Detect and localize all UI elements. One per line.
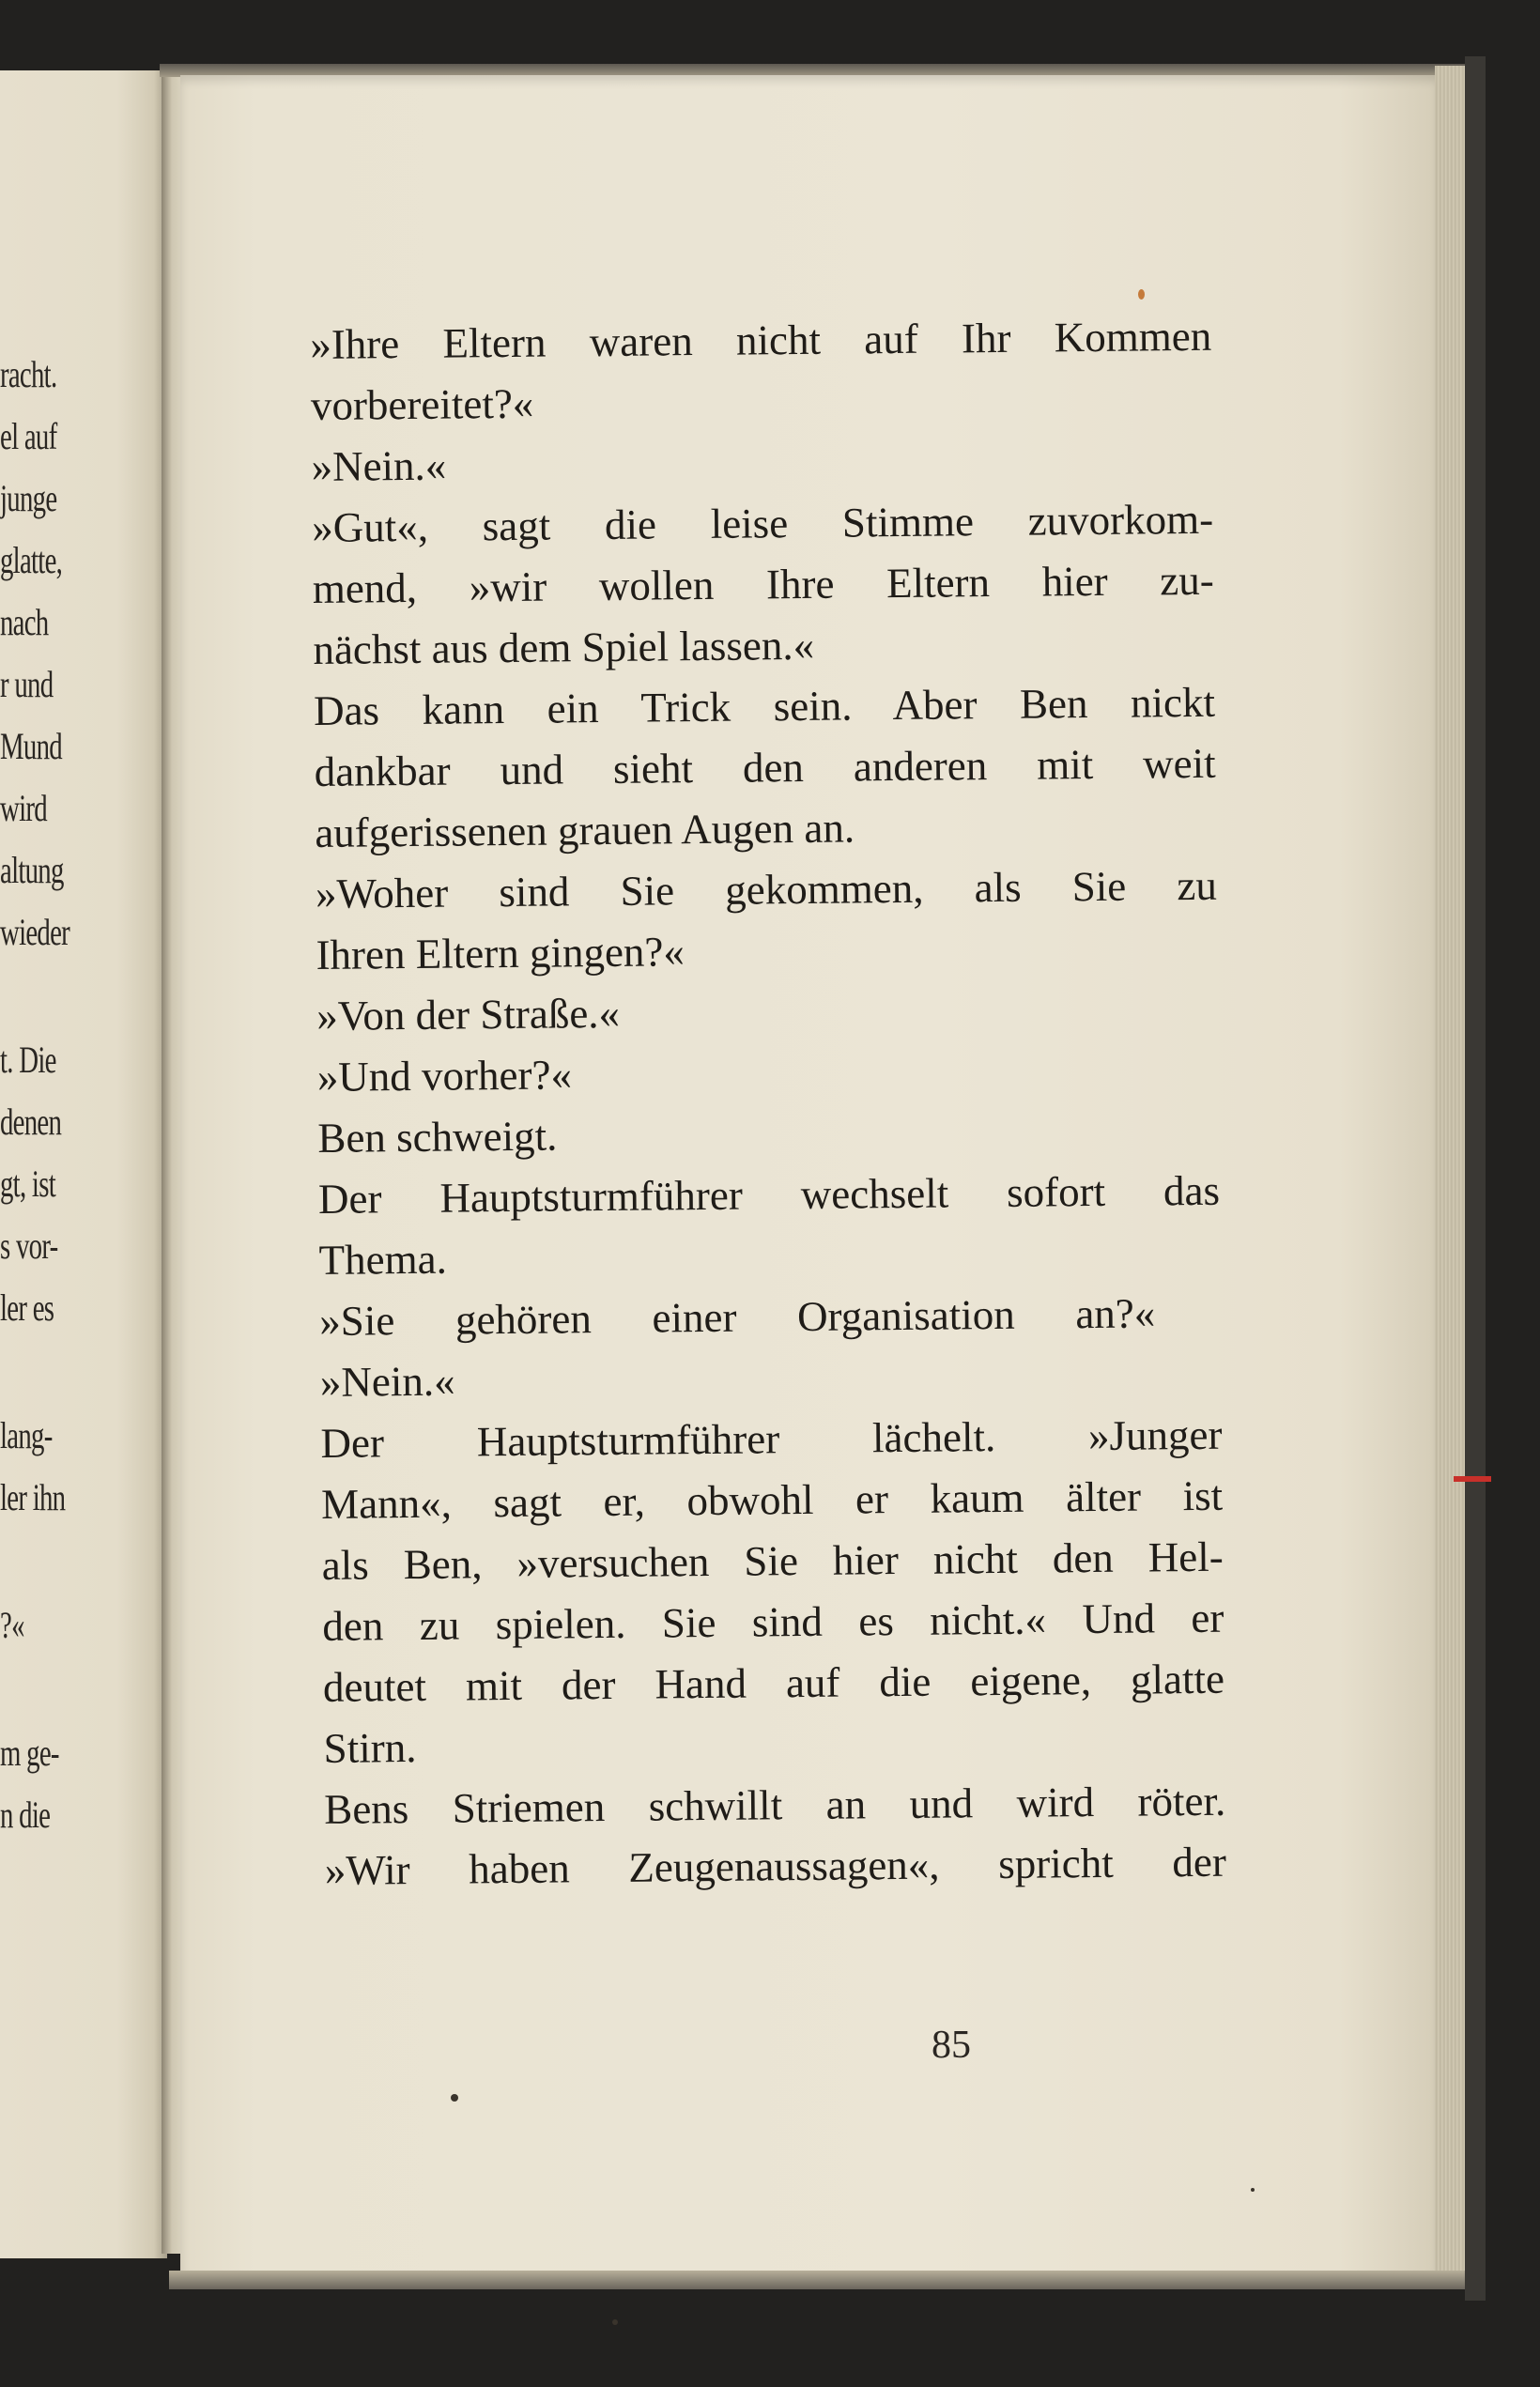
ink-speck — [1138, 289, 1145, 300]
ink-speck — [1251, 2188, 1255, 2192]
book-bottom-edge — [169, 2271, 1465, 2289]
left-page-fragment: glatte, — [0, 539, 63, 581]
text-line: »Und vorher?« — [316, 1051, 573, 1101]
text-line: als Ben, »versuchen Sie hier nicht den Hel- — [321, 1532, 1224, 1589]
text-line: »Woher sind Sie gekommen, als Sie zu — [315, 861, 1218, 917]
text-line: Bens Striemen schwillt an und wird röter. — [324, 1777, 1226, 1833]
text-line: nächst aus dem Spiel lassen.« — [313, 621, 815, 673]
left-page-fragment: Mund — [0, 725, 62, 767]
text-line: vorbereitet?« — [310, 379, 534, 429]
text-line: »Nein.« — [319, 1357, 455, 1406]
left-page-fragment: wird — [0, 787, 47, 829]
body-text — [310, 306, 1226, 1902]
left-page-fragment: s vor- — [0, 1224, 58, 1267]
text-line: den zu spielen. Sie sind es nicht.« Und er — [322, 1594, 1224, 1650]
page-number: 85 — [932, 2024, 971, 2067]
left-page-fragment: r und — [0, 663, 54, 705]
text-line: dankbar und sieht den anderen mit weit — [314, 739, 1216, 795]
text-line: deutet mit der Hand auf die eigene, glatte — [322, 1655, 1225, 1711]
text-line: mend, »wir wollen Ihre Eltern hier zu- — [312, 556, 1214, 612]
book-cover-edge — [1465, 56, 1486, 2301]
text-line: »Sie gehören einer Organisation an?« — [319, 1289, 1156, 1345]
left-page-fragment: gt, ist — [0, 1163, 55, 1205]
text-line: Der Hauptsturmführer lächelt. »Junger — [320, 1410, 1223, 1467]
text-line: »Wir haben Zeugenaussagen«, spricht der — [324, 1838, 1227, 1894]
left-page-fragment: n die — [0, 1794, 51, 1836]
right-page — [180, 75, 1439, 2272]
left-page-fragment: wieder — [0, 911, 70, 953]
left-page-fragment: altung — [0, 849, 64, 891]
left-page-fragment: ?« — [0, 1604, 24, 1646]
left-page-fragment: lang- — [0, 1414, 53, 1456]
text-line: aufgerissenen grauen Augen an. — [315, 804, 855, 856]
text-line: »Gut«, sagt die leise Stimme zuvorkom- — [311, 495, 1214, 551]
text-line: Mann«, sagt er, obwohl er kaum älter ist — [320, 1471, 1224, 1528]
left-page-fragment: nach — [0, 601, 49, 643]
left-page-fragment: denen — [0, 1101, 62, 1143]
text-line: Der Hauptsturmführer wechselt sofort das — [317, 1166, 1221, 1223]
left-page-fragment: ler es — [0, 1286, 54, 1329]
left-page-fragment: t. Die — [0, 1039, 56, 1081]
text-line: Thema. — [318, 1235, 448, 1284]
left-page-fragment: junge — [0, 477, 57, 519]
left-page-fragment: racht. — [0, 353, 57, 395]
ink-speck — [612, 2319, 618, 2325]
text-line: »Ihre Eltern waren nicht auf Ihr Kommen — [310, 312, 1212, 368]
text-line: Das kann ein Trick sein. Aber Ben nickt — [313, 678, 1216, 734]
left-page-fragment: ler ihn — [0, 1476, 66, 1518]
ink-speck — [451, 2094, 458, 2102]
left-page-fragment: el auf — [0, 415, 57, 457]
left-page-fragment: m ge- — [0, 1732, 59, 1774]
text-line: »Nein.« — [311, 441, 447, 490]
text-line: Stirn. — [323, 1723, 417, 1772]
text-line: Ihren Eltern gingen?« — [316, 928, 685, 978]
red-bookmark-mark — [1454, 1476, 1491, 1482]
left-facing-page — [0, 70, 167, 2258]
text-line: Ben schweigt. — [317, 1112, 558, 1162]
text-line: »Von der Straße.« — [316, 989, 621, 1040]
page-edge-stack — [1435, 66, 1467, 2282]
